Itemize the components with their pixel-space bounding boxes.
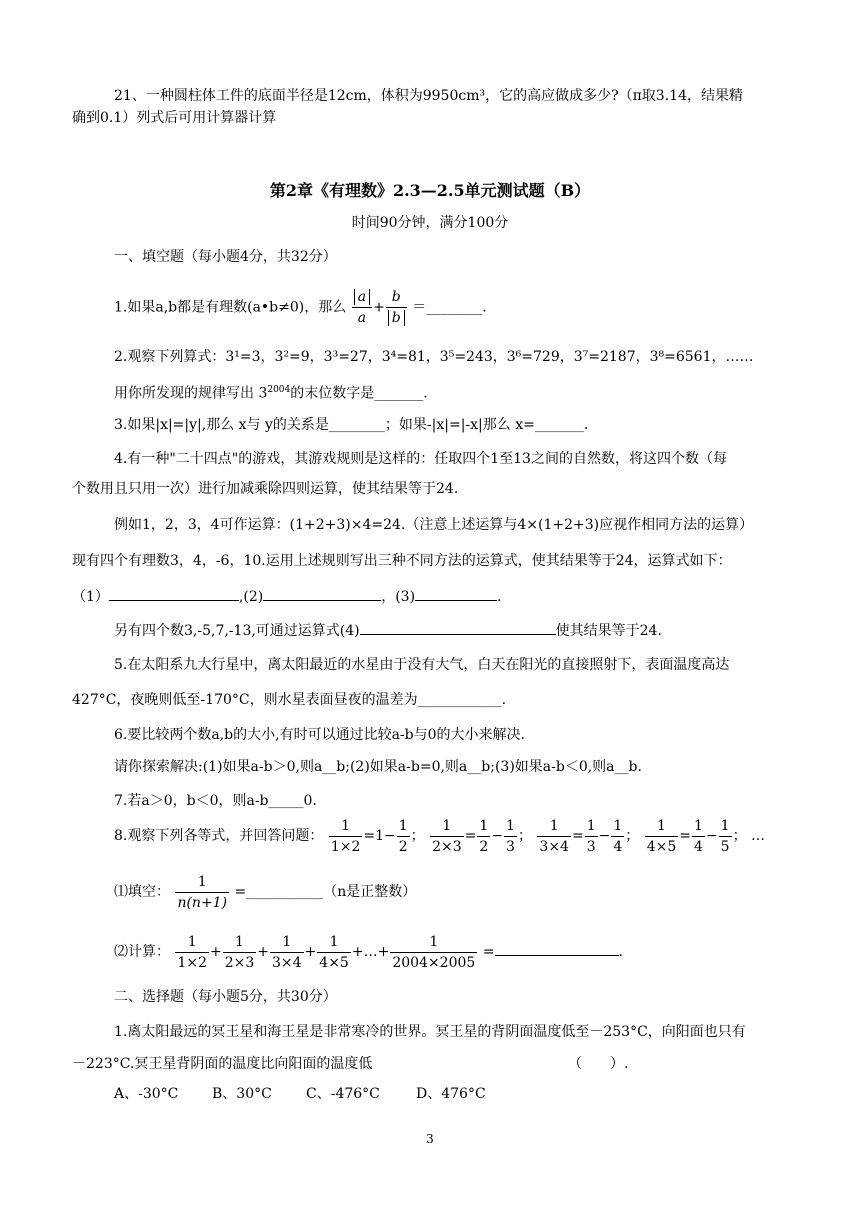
s1-q8-part2: ⑵计算： $\frac{1}{1\times 2}$ + $\frac{1}{2\times 3}$ + $\frac{1}{3\times 4}$ + $\frac{1}{4\times 5}$ +…+ $\frac{1}{2004\times 2005}$ = . [114, 933, 623, 971]
s1-q2-line1: 2.观察下列算式：3¹=3，3²=9，3³=27，3⁴=81，3⁵=243，3⁶=729，3⁷=2187，3⁸=6561，…… [114, 349, 754, 365]
page-number: 3 [426, 1132, 434, 1146]
s2-q1-option-c[interactable]: C、-476°C [306, 1086, 380, 1102]
s1-q1-post: ＝________. [412, 299, 487, 316]
s1-q4-blanks: （1） ,(2) ，(3) . [72, 586, 502, 607]
s1-q8-p1-frac: $\frac{1}{n(n+1)}$ [177, 873, 228, 911]
s1-q4-line1: 4.有一种"二十四点"的游戏，其游戏规则是这样的：任取四个1至13之间的自然数，将这四个数（每 [114, 451, 727, 467]
answer-blank-4[interactable] [360, 620, 556, 635]
page-title: 第2章《有理数》2.3—2.5单元测试题（B） [269, 181, 591, 200]
s2-q1-line2: －223°C.冥王星背阴面的温度比向阳面的温度低 [72, 1056, 373, 1072]
s1-q8-eq-1: $\frac{1}{1\times 2}$ =1− $\frac{1}{2}$ ； [330, 817, 425, 855]
s2-q1-option-a[interactable]: A、-30°C [114, 1086, 179, 1102]
s1-q5-line2: 427°C，夜晚则低至-170°C，则水星表面昼夜的温差为____________. [72, 692, 507, 708]
s2-q1-option-b[interactable]: B、30°C [212, 1086, 272, 1102]
s1-q4-line4: 现有四个有理数3，4，-6，10.运用上述规则写出三种不同方法的运算式，使其结果等于24，运算式如下： [72, 553, 732, 569]
s2-q1-option-d[interactable]: D、476°C [416, 1086, 486, 1102]
s1-q8-eq-2: $\frac{1}{2\times 3}$ = $\frac{1}{2}$ − $\frac{1}{3}$ ； [432, 817, 532, 855]
page-subtitle: 时间90分钟，满分100分 [351, 215, 509, 231]
s1-q5-line1: 5.在太阳系九大行星中，离太阳最近的水星由于没有大气，白天在阳光的直接照射下，表面温度高达 [114, 657, 730, 673]
s1-q6-line1: 6.要比较两个数a,b的大小,有时可以通过比较a-b与0的大小来解决. [114, 727, 525, 743]
s1-q2-line2: 用你所发现的规律写出 $3^{2004}$的末位数字是_______. [114, 385, 428, 402]
s2-q1-line1: 1.离太阳最远的冥王星和海王星是非常寒冷的世界。冥王星的背阴面温度低至－253°C，向阳面也只有 [114, 1024, 746, 1040]
s1-q1-frac-a: $\frac{a}{a}$ [352, 287, 372, 328]
s1-q8-part1: ⑴填空： $\frac{1}{n(n+1)}$ =___________（n是正整数） [114, 873, 417, 911]
s1-q8-eq-3: $\frac{1}{3\times 4}$ = $\frac{1}{3}$ − $\frac{1}{4}$ ； [539, 817, 640, 855]
s2-q1-paren: （ ）. [568, 1056, 629, 1072]
s1-q4-line2: 个数用且只用一次）进行加减乘除四则运算，使其结果等于24. [72, 481, 459, 497]
s1-q4-line6: 另有四个数3,-5,7,-13,可通过运算式(4) 使其结果等于24. [114, 620, 662, 641]
answer-blank-5[interactable] [495, 941, 619, 956]
s1-q1: 1.如果a,b都是有理数(a•b≠0)，那么 $\frac{a}{a}$ + $\frac{b}{b}$ ＝________. [114, 289, 487, 326]
answer-blank-2[interactable] [263, 586, 381, 601]
q21-line1: 21、一种圆柱体工件的底面半径是12cm，体积为9950cm³，它的高应做成多少?（π取3.14，结果精 [114, 88, 743, 104]
s1-q6-line2: 请你探索解决:(1)如果a-b＞0,则a__b;(2)如果a-b=0,则a__b;(3)如果a-b＜0,则a__b. [114, 759, 642, 775]
s1-q8-intro: 8.观察下列各等式，并回答问题： [114, 828, 324, 844]
s1-q1-pre: 1.如果a,b都是有理数(a•b≠0)，那么 [114, 299, 347, 316]
s1-q8-line: 8.观察下列各等式，并回答问题： $\frac{1}{1\times 2}$ =1− $\frac{1}{2}$ ； $\frac{1}{2\times 3}$ = $\frac{1}{2}$ − $\frac{1}{3}$ ； $\frac{1}{3\times 4}$ = $\frac{1}{3}$ − $\frac{1}{4}$ ； $\frac{1}{4\times 5}$ = $\frac{1}{4}$ − $\frac{1}{5}$ ； … [114, 817, 766, 855]
s1-q1-frac-b: $\frac{b}{b}$ [386, 287, 407, 328]
s1-q3: 3.如果|x|=|y|,那么 x与 y的关系是________；如果-|x|=|-x|那么 x=_______. [114, 417, 589, 433]
s1-q4-line3: 例如1，2，3，4可作运算：(1+2+3)×4=24.（注意上述运算与4×(1+2+3)应视作相同方法的运算） [114, 517, 754, 533]
section2-heading: 二、选择题（每小题5分，共30分） [114, 989, 337, 1005]
answer-blank-3[interactable] [415, 586, 497, 601]
s1-q8-eq-4: $\frac{1}{4\times 5}$ = $\frac{1}{4}$ − $\frac{1}{5}$ ； [646, 817, 747, 855]
s1-q7: 7.若a＞0，b＜0，则a-b_____0. [114, 793, 317, 809]
section1-heading: 一、填空题（每小题4分，共32分） [114, 249, 337, 265]
answer-blank-1[interactable] [109, 586, 239, 601]
q21-line2: 确到0.1）列式后可用计算器计算 [72, 110, 277, 126]
